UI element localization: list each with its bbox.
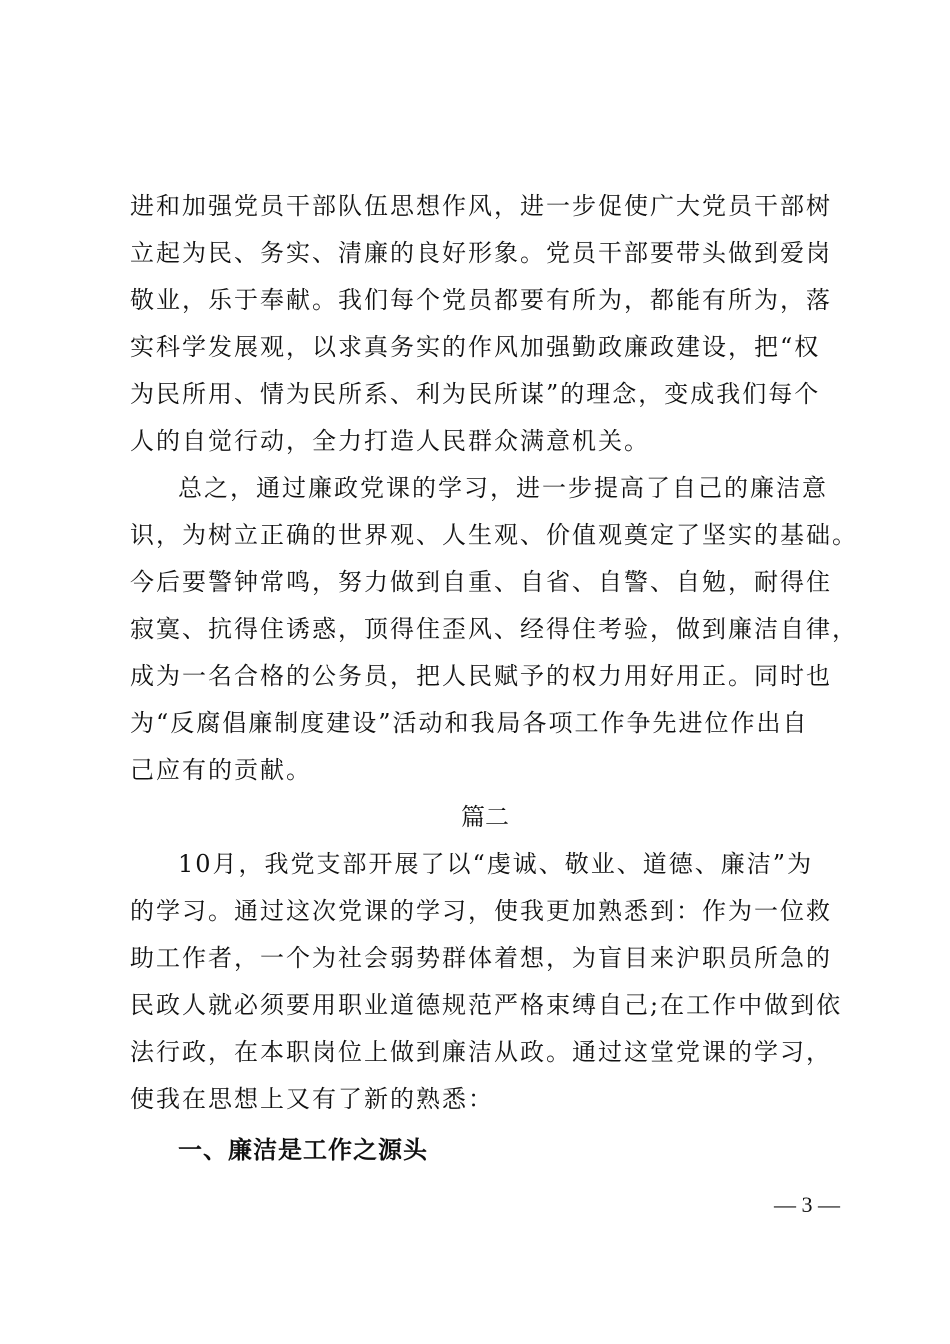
paragraph-line: 寂寞、抗得住诱惑，顶得住歪风、经得住考验，做到廉洁自律， — [130, 615, 858, 643]
paragraph-line: 立起为民、务实、清廉的良好形象。党员干部要带头做到爱岗 — [130, 239, 832, 267]
subheading: 一、廉洁是工作之源头 — [178, 1136, 428, 1164]
paragraph-line: 10月，我党支部开展了以“虔诚、敬业、道德、廉洁”为 — [178, 850, 814, 878]
paragraph-line: 使我在思想上又有了新的熟悉： — [130, 1085, 494, 1113]
page-number: — 3 — — [774, 1192, 840, 1217]
paragraph-line: 助工作者，一个为社会弱势群体着想，为盲目来沪职员所急的 — [130, 944, 832, 972]
paragraph-line: 识，为树立正确的世界观、人生观、价值观奠定了坚实的基础。 — [130, 521, 858, 549]
paragraph-line: 的学习。通过这次党课的学习，使我更加熟悉到：作为一位救 — [130, 897, 832, 925]
paragraph-line: 法行政，在本职岗位上做到廉洁从政。通过这堂党课的学习， — [130, 1038, 832, 1066]
paragraph-line: 民政人就必须要用职业道德规范严格束缚自己;在工作中做到依 — [130, 991, 843, 1019]
paragraph-line: 为“反腐倡廉制度建设”活动和我局各项工作争先进位作出自 — [130, 709, 809, 737]
paragraph-line: 敬业，乐于奉献。我们每个党员都要有所为，都能有所为，落 — [130, 286, 832, 314]
paragraph-line: 今后要警钟常鸣，努力做到自重、自省、自警、自勉，耐得住 — [130, 568, 832, 596]
paragraph-line: 成为一名合格的公务员，把人民赋予的权力用好用正。同时也 — [130, 662, 832, 690]
paragraph-line: 人的自觉行动，全力打造人民群众满意机关。 — [130, 427, 650, 455]
paragraph-line: 为民所用、情为民所系、利为民所谋”的理念，变成我们每个 — [130, 380, 821, 408]
paragraph-line: 己应有的贡献。 — [130, 756, 312, 784]
section-title: 篇二 — [461, 803, 509, 831]
paragraph-line: 进和加强党员干部队伍思想作风，进一步促使广大党员干部树 — [130, 192, 832, 220]
paragraph-line: 实科学发展观，以求真务实的作风加强勤政廉政建设，把“权 — [130, 333, 821, 361]
paragraph-line: 总之，通过廉政党课的学习，进一步提高了自己的廉洁意 — [178, 474, 828, 502]
